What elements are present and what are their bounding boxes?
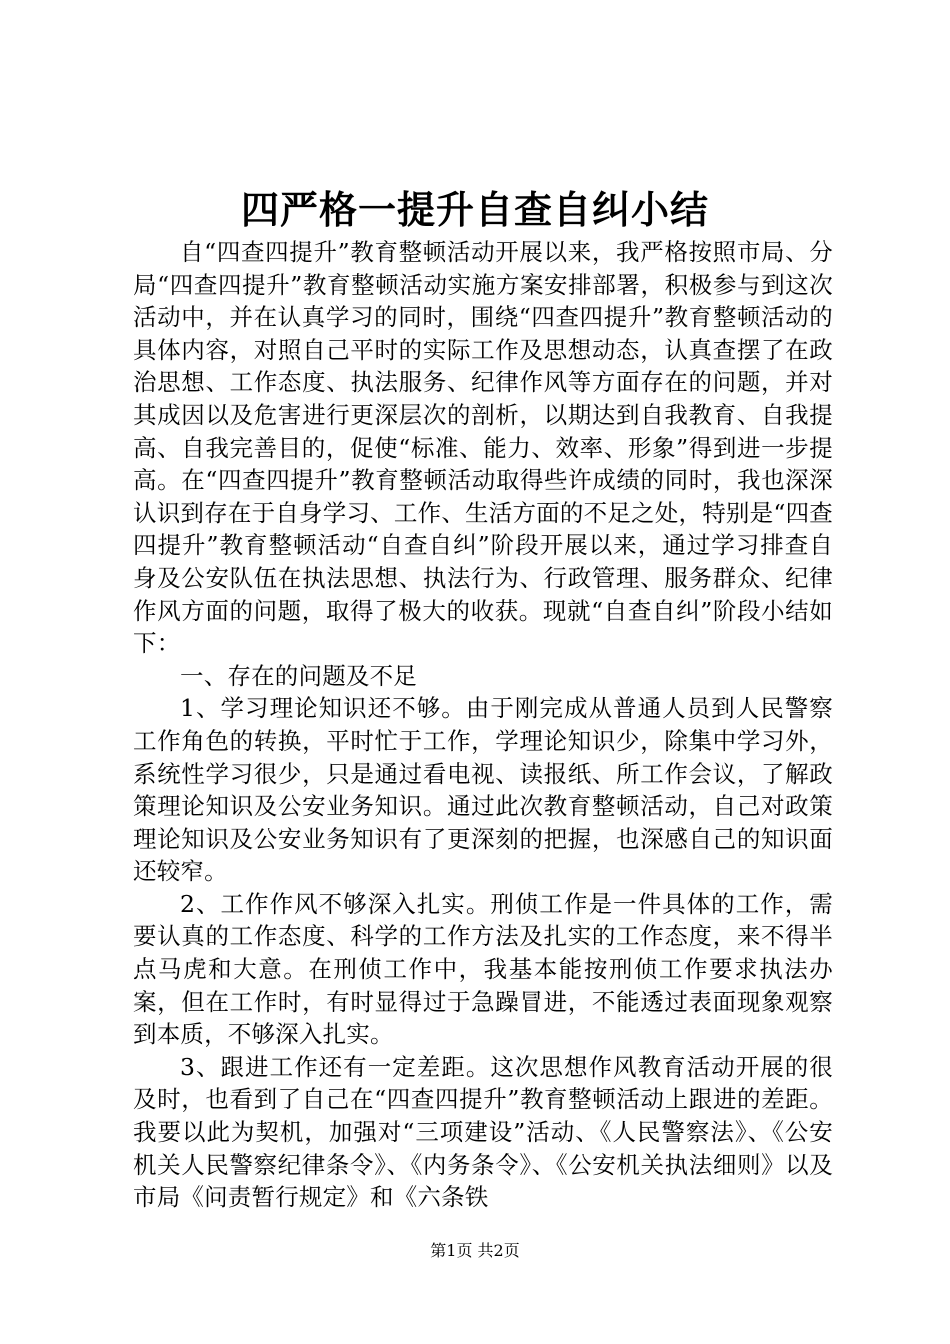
document-title: 四严格一提升自查自纠小结 <box>240 187 709 232</box>
section-heading-problems: 一、存在的问题及不足 <box>180 661 417 690</box>
paragraph-item-3: 3、跟进工作还有一定差距。这次思想作风教育活动开展的很及时，也看到了自己在“四查四提升”教育整顿活动上跟进的差距。我要以此为契机，加强对“三项建设”活动、《人民警察法》、《公安机关人民警察纪律条令》、《内务条令》、《公安机关执法细则》以及市局《问责暂行规定》和《六条铁 <box>133 1052 833 1212</box>
document-body <box>133 236 833 1214</box>
page-footer: 第1页 共2页 <box>430 1241 520 1260</box>
paragraph-item-2: 2、工作作风不够深入扎实。刑侦工作是一件具体的工作，需要认真的工作态度、科学的工作方法及扎实的工作态度，来不得半点马虎和大意。在刑侦工作中，我基本能按刑侦工作要求执法办案，但在工作时，有时显得过于急躁冒进，不能透过表面现象观察到本质，不够深入扎实。 <box>133 889 833 1049</box>
paragraph-intro: 自“四查四提升”教育整顿活动开展以来，我严格按照市局、分局“四查四提升”教育整顿活动实施方案安排部署，积极参与到这次活动中，并在认真学习的同时，围绕“四查四提升”教育整顿活动的具体内容，对照自己平时的实际工作及思想动态，认真查摆了在政治思想、工作态度、执法服务、纪律作风等方面存在的问题，并对其成因以及危害进行更深层次的剖析，以期达到自我教育、自我提高、自我完善目的，促使“标准、能力、效率、形象”得到进一步提高。在“四查四提升”教育整顿活动取得些许成绩的同时，我也深深认识到存在于自身学习、工作、生活方面的不足之处，特别是“四查四提升”教育整顿活动“自查自纠”阶段开展以来，通过学习排查自身及公安队伍在执法思想、执法行为、行政管理、服务群众、纪律作风方面的问题，取得了极大的收获。现就“自查自纠”阶段小结如下： <box>133 238 833 658</box>
paragraph-item-1: 1、学习理论知识还不够。由于刚完成从普通人员到人民警察工作角色的转换，平时忙于工作，学理论知识少，除集中学习外，系统性学习很少，只是通过看电视、读报纸、所工作会议，了解政策理论知识及公安业务知识。通过此次教育整顿活动，自己对政策理论知识及公安业务知识有了更深刻的把握，也深感自己的知识面还较窄。 <box>133 694 833 886</box>
